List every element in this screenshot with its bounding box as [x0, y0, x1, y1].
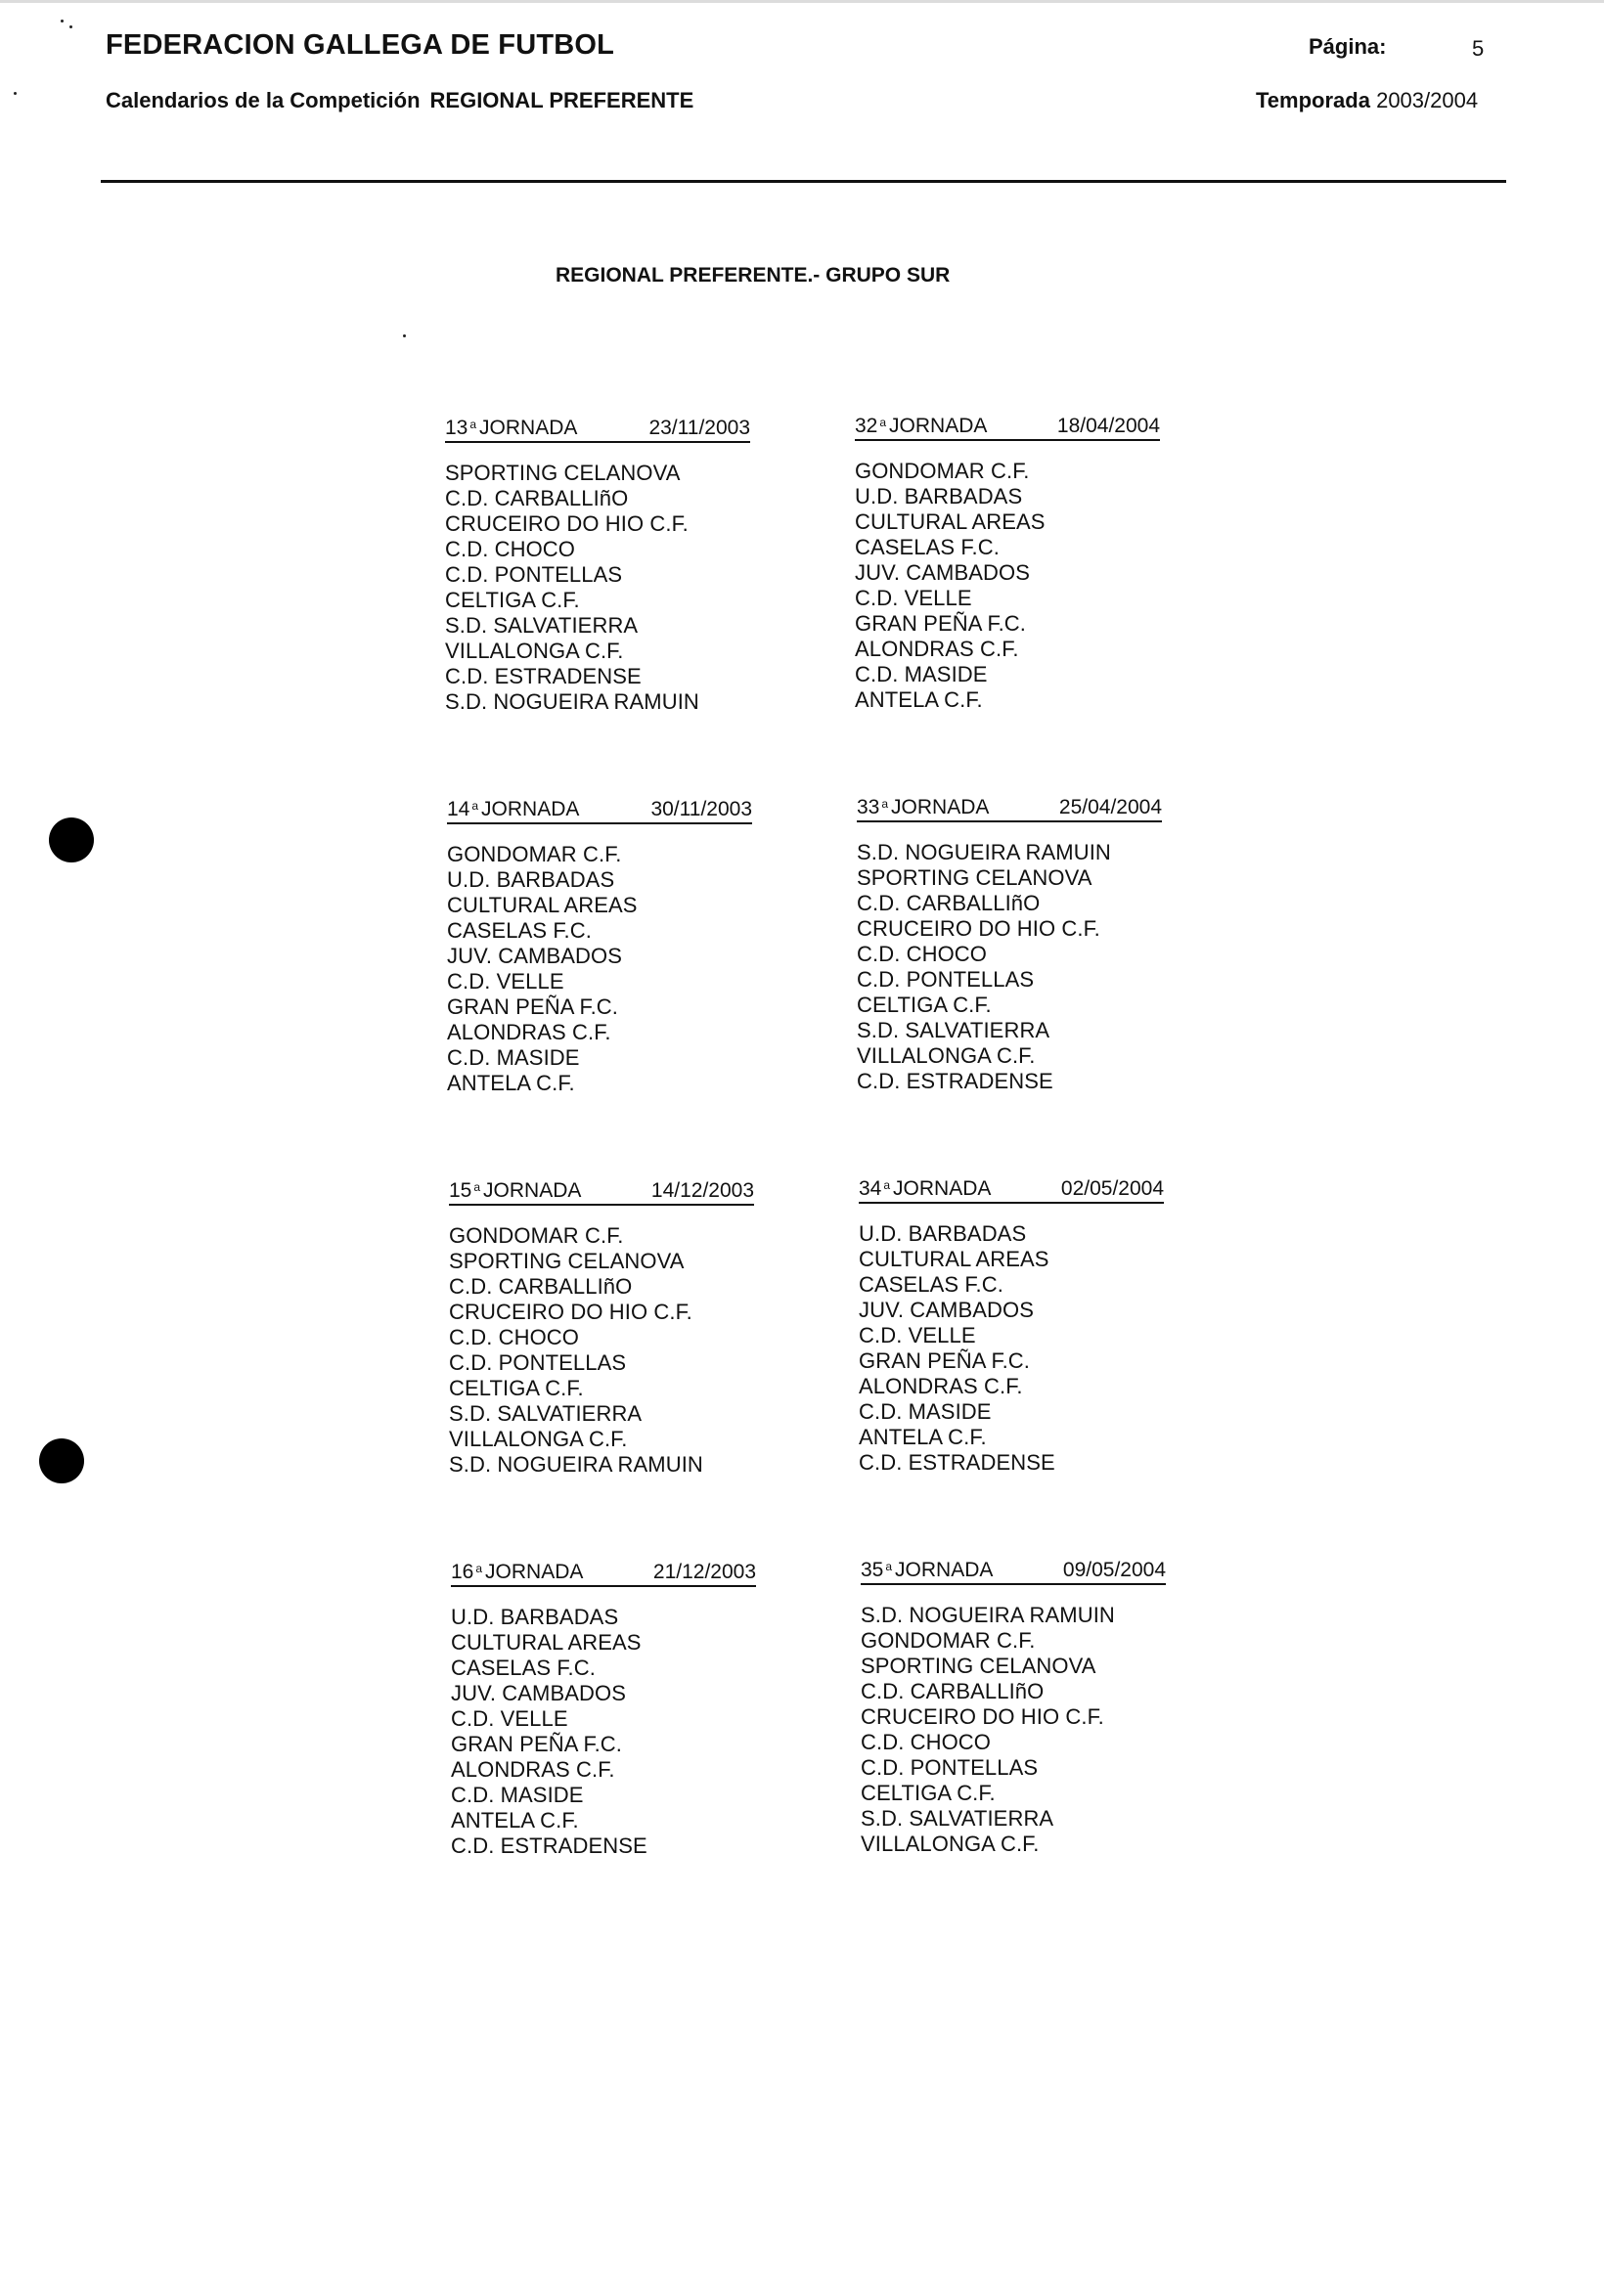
jornada-label: JORNADA	[891, 796, 990, 818]
competition-subtitle	[106, 88, 693, 113]
ordinal-mark: a	[879, 416, 887, 429]
team-list	[855, 459, 1160, 713]
jornada-number: 32	[855, 415, 878, 437]
season-label: Temporada	[1256, 88, 1370, 112]
team-name: C.D. VELLE	[447, 969, 564, 993]
team-name: JUV. CAMBADOS	[447, 944, 622, 968]
jornada-block	[451, 1561, 756, 1859]
team-name: ANTELA C.F.	[447, 1071, 575, 1095]
team-name: C.D. ESTRADENSE	[857, 1069, 1053, 1093]
punch-hole	[49, 817, 94, 862]
jornada-number: 35	[861, 1559, 884, 1581]
header-divider	[101, 180, 1506, 183]
team-list	[449, 1223, 754, 1478]
team-name: CELTIGA C.F.	[449, 1376, 584, 1400]
team-list	[447, 842, 752, 1096]
team-name: VILLALONGA C.F.	[857, 1043, 1036, 1068]
ordinal-mark: a	[883, 1178, 891, 1192]
team-name: U.D. BARBADAS	[855, 484, 1023, 508]
team-list	[859, 1221, 1164, 1476]
team-name: CASELAS F.C.	[451, 1656, 596, 1680]
jornada-date: 30/11/2003	[650, 798, 752, 820]
team-name: GRAN PEÑA F.C.	[855, 611, 1026, 636]
team-name: C.D. PONTELLAS	[449, 1350, 627, 1375]
team-name: CASELAS F.C.	[855, 535, 1000, 559]
page-label: Página:	[1309, 34, 1387, 59]
ordinal-mark: a	[469, 418, 477, 431]
ordinal-mark: a	[475, 1562, 483, 1575]
team-name: VILLALONGA C.F.	[449, 1427, 628, 1451]
scan-speck	[14, 92, 17, 95]
team-name: C.D. PONTELLAS	[857, 967, 1035, 992]
team-name: CULTURAL AREAS	[447, 893, 638, 917]
team-name: GONDOMAR C.F.	[855, 459, 1030, 483]
team-name: CRUCEIRO DO HIO C.F.	[449, 1300, 692, 1324]
jornada-block	[449, 1179, 754, 1478]
team-name: S.D. NOGUEIRA RAMUIN	[857, 840, 1111, 864]
team-name: SPORTING CELANOVA	[449, 1249, 685, 1273]
team-name: GRAN PEÑA F.C.	[451, 1732, 622, 1756]
team-name: VILLALONGA C.F.	[861, 1832, 1040, 1856]
team-list	[857, 840, 1162, 1094]
team-name: S.D. SALVATIERRA	[449, 1401, 643, 1426]
jornada-date: 14/12/2003	[650, 1179, 754, 1202]
jornada-date: 25/04/2004	[1058, 796, 1162, 818]
jornada-label: JORNADA	[485, 1561, 584, 1583]
jornada-label: JORNADA	[889, 415, 988, 437]
team-name: CRUCEIRO DO HIO C.F.	[861, 1704, 1104, 1729]
team-name: U.D. BARBADAS	[859, 1221, 1027, 1246]
team-name: GONDOMAR C.F.	[447, 842, 622, 866]
team-name: ALONDRAS C.F.	[859, 1374, 1023, 1398]
season-value: 2003/2004	[1376, 88, 1479, 112]
jornada-date: 21/12/2003	[652, 1561, 756, 1583]
team-name: S.D. SALVATIERRA	[857, 1018, 1050, 1042]
scan-edge	[0, 0, 1604, 3]
jornada-number: 15	[449, 1179, 472, 1202]
team-name: CASELAS F.C.	[447, 918, 592, 943]
jornada-number: 14	[447, 798, 470, 820]
team-name: C.D. PONTELLAS	[861, 1755, 1039, 1780]
team-name: SPORTING CELANOVA	[445, 461, 681, 485]
jornada-number: 16	[451, 1561, 474, 1583]
team-name: C.D. ESTRADENSE	[859, 1450, 1055, 1475]
team-name: ALONDRAS C.F.	[447, 1020, 611, 1044]
organization-title: FEDERACION GALLEGA DE FUTBOL	[106, 29, 615, 61]
team-name: C.D. VELLE	[451, 1706, 568, 1731]
competition-name: REGIONAL PREFERENTE	[429, 88, 694, 112]
team-name: C.D. CHOCO	[861, 1730, 991, 1754]
group-title: REGIONAL PREFERENTE.- GRUPO SUR	[556, 264, 951, 287]
team-name: GONDOMAR C.F.	[861, 1628, 1036, 1653]
team-name: C.D. MASIDE	[451, 1783, 584, 1807]
team-name: C.D. MASIDE	[859, 1399, 992, 1424]
jornada-date: 09/05/2004	[1062, 1559, 1166, 1581]
team-name: GONDOMAR C.F.	[449, 1223, 624, 1248]
jornada-date: 23/11/2003	[648, 417, 750, 439]
ordinal-mark: a	[471, 799, 479, 813]
team-name: ALONDRAS C.F.	[451, 1757, 615, 1782]
team-name: S.D. SALVATIERRA	[861, 1806, 1054, 1831]
team-name: C.D. MASIDE	[855, 662, 988, 686]
team-name: CULTURAL AREAS	[859, 1247, 1049, 1271]
team-name: C.D. CHOCO	[857, 942, 987, 966]
jornada-header	[857, 796, 1162, 822]
team-name: ALONDRAS C.F.	[855, 637, 1019, 661]
team-name: C.D. CHOCO	[449, 1325, 579, 1349]
team-name: GRAN PEÑA F.C.	[447, 994, 618, 1019]
jornada-block	[447, 798, 752, 1096]
jornada-label: JORNADA	[893, 1177, 992, 1200]
team-name: ANTELA C.F.	[855, 687, 983, 712]
team-name: ANTELA C.F.	[859, 1425, 987, 1449]
season	[1256, 88, 1478, 113]
team-name: CELTIGA C.F.	[857, 993, 992, 1017]
team-name: C.D. MASIDE	[447, 1045, 580, 1070]
team-name: CULTURAL AREAS	[451, 1630, 642, 1655]
jornada-date: 18/04/2004	[1056, 415, 1160, 437]
jornada-number: 34	[859, 1177, 882, 1200]
jornada-label: JORNADA	[895, 1559, 994, 1581]
team-name: S.D. SALVATIERRA	[445, 613, 639, 638]
jornada-number: 13	[445, 417, 468, 439]
page-number: 5	[1472, 36, 1485, 61]
jornada-date: 02/05/2004	[1060, 1177, 1164, 1200]
team-name: C.D. VELLE	[859, 1323, 976, 1347]
team-name: JUV. CAMBADOS	[859, 1298, 1034, 1322]
team-name: U.D. BARBADAS	[451, 1605, 619, 1629]
ordinal-mark: a	[473, 1180, 481, 1194]
team-name: ANTELA C.F.	[451, 1808, 579, 1832]
jornada-header	[445, 417, 750, 443]
team-name: C.D. ESTRADENSE	[451, 1833, 647, 1858]
team-name: C.D. CARBALLIñO	[861, 1679, 1045, 1703]
team-list	[861, 1603, 1166, 1857]
jornada-label: JORNADA	[481, 798, 580, 820]
team-name: JUV. CAMBADOS	[855, 560, 1030, 585]
team-name: SPORTING CELANOVA	[861, 1654, 1096, 1678]
jornada-header	[855, 415, 1160, 441]
team-name: S.D. NOGUEIRA RAMUIN	[861, 1603, 1115, 1627]
team-name: C.D. CARBALLIñO	[449, 1274, 633, 1299]
ordinal-mark: a	[881, 797, 889, 811]
team-name: S.D. NOGUEIRA RAMUIN	[449, 1452, 703, 1477]
team-name: CRUCEIRO DO HIO C.F.	[857, 916, 1100, 941]
punch-hole	[39, 1438, 84, 1483]
jornada-header	[861, 1559, 1166, 1585]
team-list	[451, 1605, 756, 1859]
team-name: CELTIGA C.F.	[445, 588, 580, 612]
team-name: C.D. PONTELLAS	[445, 562, 623, 587]
team-name: S.D. NOGUEIRA RAMUIN	[445, 689, 699, 714]
ordinal-mark: a	[885, 1560, 893, 1573]
jornada-block	[445, 417, 750, 715]
team-name: GRAN PEÑA F.C.	[859, 1348, 1030, 1373]
team-name: CASELAS F.C.	[859, 1272, 1003, 1297]
jornada-number: 33	[857, 796, 880, 818]
team-name: JUV. CAMBADOS	[451, 1681, 626, 1705]
jornada-header	[451, 1561, 756, 1587]
jornada-block	[861, 1559, 1166, 1857]
team-name: C.D. ESTRADENSE	[445, 664, 642, 688]
scan-speck	[69, 25, 72, 28]
calendar-label: Calendarios de la Competición	[106, 88, 421, 112]
team-name: C.D. CARBALLIñO	[445, 486, 629, 510]
jornada-header	[859, 1177, 1164, 1204]
team-name: VILLALONGA C.F.	[445, 639, 624, 663]
team-name: C.D. CARBALLIñO	[857, 891, 1041, 915]
jornada-header	[447, 798, 752, 824]
team-name: CULTURAL AREAS	[855, 509, 1046, 534]
team-name: CELTIGA C.F.	[861, 1781, 996, 1805]
jornada-label: JORNADA	[483, 1179, 582, 1202]
jornada-block	[855, 415, 1160, 713]
scan-speck	[403, 334, 406, 337]
team-name: C.D. VELLE	[855, 586, 972, 610]
scan-speck	[61, 20, 64, 22]
jornada-block	[859, 1177, 1164, 1476]
team-name: CRUCEIRO DO HIO C.F.	[445, 511, 689, 536]
team-name: SPORTING CELANOVA	[857, 865, 1092, 890]
jornada-label: JORNADA	[479, 417, 578, 439]
team-name: U.D. BARBADAS	[447, 867, 615, 892]
jornada-block	[857, 796, 1162, 1094]
team-name: C.D. CHOCO	[445, 537, 575, 561]
team-list	[445, 461, 750, 715]
jornada-header	[449, 1179, 754, 1206]
